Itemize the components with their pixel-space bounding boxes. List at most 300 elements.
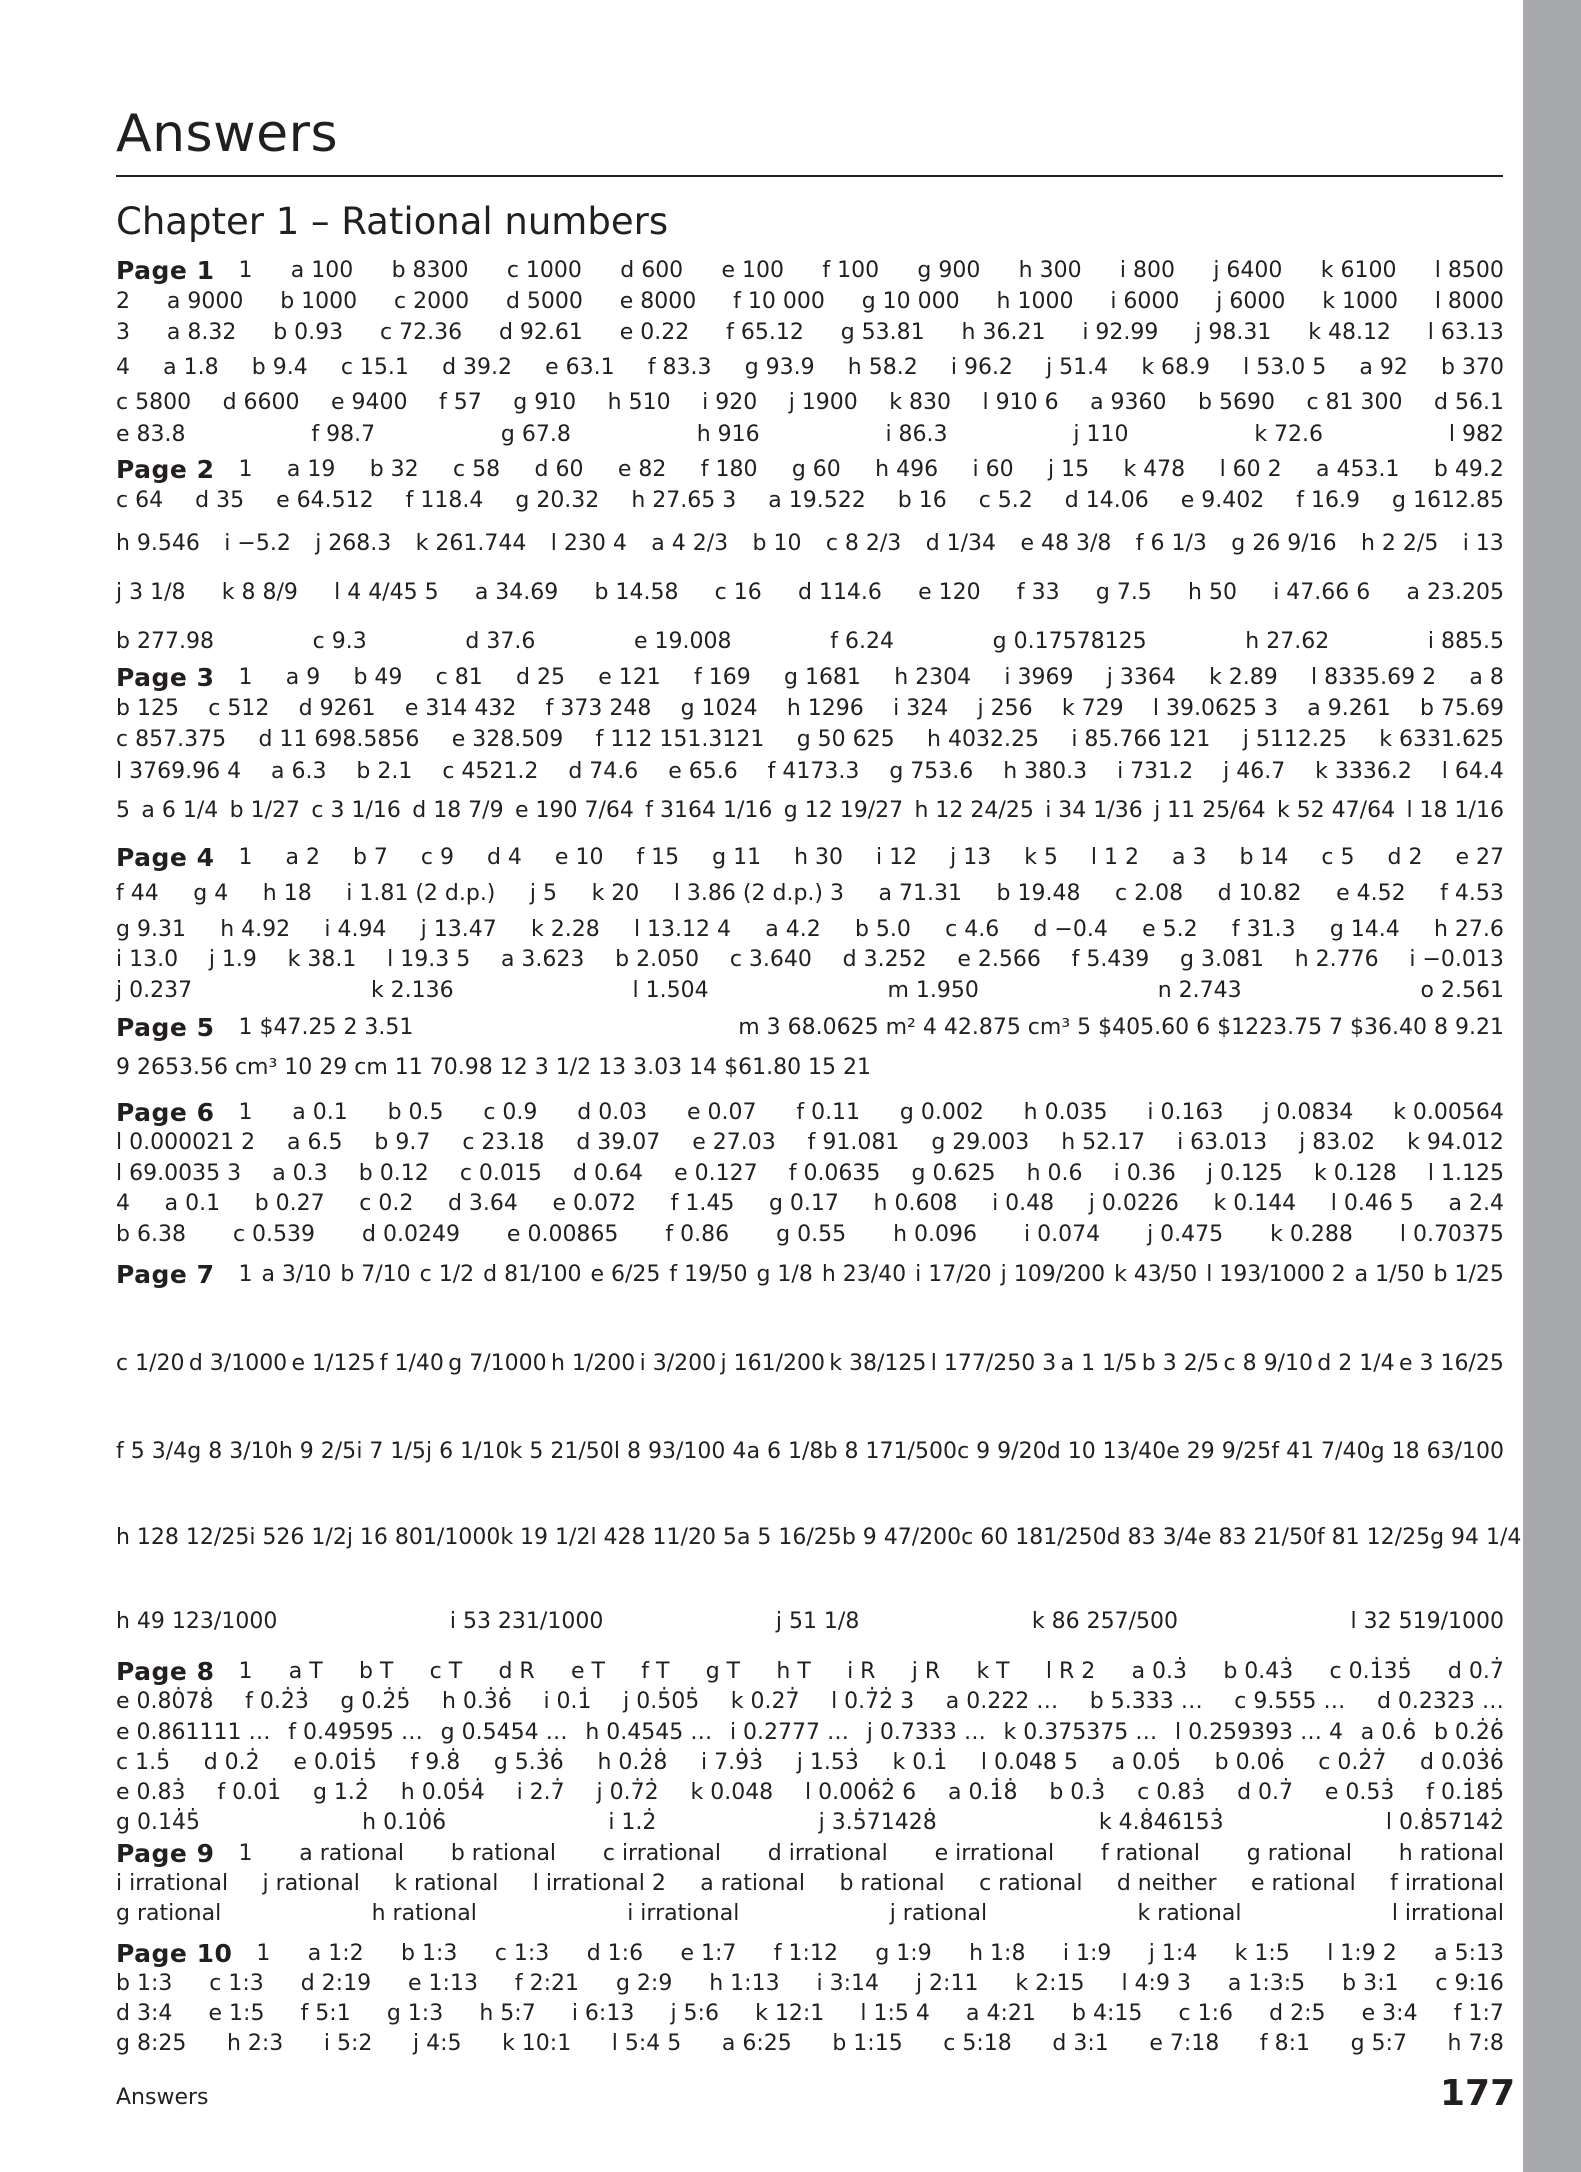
answer-item: f 0.11 [796,1100,861,1125]
answer-item: d 10 13/40 [1046,1439,1167,1464]
answer-item: e 48 3/8 [1020,531,1112,556]
answer-item: b 10 [752,531,802,556]
answer-item: i −0.013 [1409,947,1504,972]
answer-item: h 23/40 [821,1262,907,1287]
answer-item: k 5 [1024,845,1058,870]
answer-item: g 0.14̇5̇ [116,1810,200,1835]
answer-item: b 1000 [280,289,358,314]
answer-item: g rational [1246,1841,1352,1866]
answer-item: j rational [262,1871,360,1896]
answer-item: f 180 [700,457,758,482]
answer-item: c 3 1/16 [311,798,401,823]
answer-item: e 19.008 [634,629,732,654]
answer-item: f 0.01̇ [217,1780,282,1805]
answer-item: i 92.99 [1082,320,1159,345]
answer-item: d −0.4 [1033,917,1108,942]
answer-item: c 1000 [506,258,582,283]
answer-item: d 1/34 [925,531,997,556]
answer-item: l 230 4 [550,531,627,556]
answer-item: 1 [238,1100,253,1125]
answer-item: a 5 16/25 [736,1525,842,1550]
answer-item: b 0.06̇ [1214,1750,1285,1775]
answer-item: l 0.8̇57142̇ [1385,1810,1504,1835]
answer-item: g 4 [193,881,229,906]
answer-item: h 5:7 [479,2001,536,2026]
answer-item: d 2 1/4 [1317,1351,1395,1376]
answer-item: h 0.3̇6̇ [441,1689,512,1714]
footer-label: Answers [116,2085,209,2110]
answer-item: l 53.0 5 [1243,355,1327,380]
answer-item: f T [641,1659,670,1684]
answer-item: a 3/10 [261,1262,332,1287]
answer-item: i 1.81 (2 d.p.) [346,881,496,906]
answer-item: l 32 519/1000 [1350,1609,1504,1634]
answer-item: m 3 68.0625 m² 4 42.875 cm³ 5 $405.60 6 $1223.75 7 $36.40 8 9.21 [738,1015,1504,1040]
answer-item: h 0.6 [1026,1161,1083,1186]
answer-item: j 0.5̇05̇ [623,1689,700,1714]
answer-item: a 19.522 [768,488,866,513]
answer-item: c 1:3 [209,1971,264,1996]
answer-item: b 5.0 [854,917,911,942]
answer-item: d 0.7̇ [1447,1659,1504,1684]
answer-item: 1 [238,457,253,482]
answer-item: l 69.0035 3 [116,1161,242,1186]
answer-item: e 63.1 [545,355,615,380]
answer-item: c 0.83̇ [1137,1780,1206,1805]
answer-item: j 4:5 [412,2031,462,2056]
answer-item: h 36.21 [961,320,1046,345]
answer-item: h 30 [794,845,844,870]
answer-item: k T [976,1659,1010,1684]
answer-item: j 0.7333 … [866,1720,986,1745]
answer-item: f rational [1100,1841,1200,1866]
answer-item: h 300 [1018,258,1082,283]
answer-item: c 60 181/250 [961,1525,1107,1550]
answer-line [116,881,1504,907]
document-title: Answers [116,104,339,164]
answer-item: c 0.2̇7̇ [1318,1750,1387,1775]
answer-item: c 0.1̇35̇ [1329,1659,1412,1684]
page-section-label: Page 8 [116,1657,215,1686]
answer-item: j 46.7 [1223,759,1286,784]
answer-item: g 5.3̇6̇ [493,1750,564,1775]
answer-item: h 1296 [786,696,864,721]
answer-item: c 5:18 [943,2031,1012,2056]
answer-item: a 0.1̇8̇ [947,1780,1018,1805]
answer-item: a 0.1 [164,1191,221,1216]
answer-item: g 93.9 [744,355,815,380]
answer-item: a 9.261 [1307,696,1391,721]
answer-item: d 9261 [298,696,376,721]
answer-text [238,258,1504,284]
answer-item: d 3/1000 [188,1351,288,1376]
answer-item: d 11 698.5856 [258,727,420,752]
answer-item: 1 [238,845,253,870]
answer-item: b 0.43̇ [1223,1659,1294,1684]
answer-item: d 114.6 [797,580,882,605]
page-section-label: Page 2 [116,455,215,484]
answer-item: b 9 47/200 [841,1525,962,1550]
answer-item: a 92 [1359,355,1408,380]
answer-item: k rational [1137,1901,1242,1926]
answer-item: l irrational 2 [532,1871,666,1896]
answer-item: c 16 [714,580,762,605]
answer-item: b 1/25 [1433,1262,1504,1287]
answer-item: i 3/200 [639,1351,717,1376]
answer-item: a 23.205 [1406,580,1504,605]
answer-item: d 56.1 [1434,390,1504,415]
answer-line [116,422,1504,448]
answer-item: d 0.0249 [362,1222,460,1247]
page-section-label: Page 10 [116,1939,233,1968]
answer-item: i 0.163 [1147,1100,1224,1125]
answer-item: h 0.608 [873,1191,958,1216]
answer-item: g 8 3/10 [187,1439,279,1464]
answer-item: e 1/125 [291,1351,376,1376]
answer-item: c 5800 [116,390,192,415]
answer-item: d 37.6 [465,629,536,654]
answer-item: e 1:13 [408,1971,478,1996]
answer-item: f 81 12/25 [1316,1525,1431,1550]
answer-item: e 8000 [619,289,697,314]
chapter-heading: Chapter 1 – Rational numbers [116,200,669,243]
answer-item: d 39.2 [442,355,513,380]
answer-item: g 0.55 [776,1222,847,1247]
answer-item: 1 [238,1659,253,1684]
answer-item: k 68.9 [1141,355,1211,380]
answer-text [238,457,1504,483]
answer-line [116,665,1504,691]
answer-item: k 0.288 [1270,1222,1353,1247]
answer-line [116,289,1504,315]
answer-item: h 4.92 [220,917,291,942]
answer-item: e 1:7 [680,1941,737,1966]
answer-line [116,1191,1504,1217]
answer-item: b 8300 [391,258,469,283]
answer-item: c 8 2/3 [825,531,902,556]
answer-line [116,1100,1504,1126]
answer-item: f 0.1̇85̇ [1426,1780,1504,1805]
answer-item: d irrational [767,1841,888,1866]
answer-item: h 0.10̇6̇ [362,1810,447,1835]
answer-item: l 63.13 [1427,320,1504,345]
answer-item: b 370 [1441,355,1504,380]
answer-item: f 1:7 [1453,2001,1504,2026]
answer-item: l 8500 [1434,258,1504,283]
answer-item: l irrational [1391,1901,1504,1926]
answer-line [116,1245,1504,1305]
answer-item: i 0.1̇ [543,1689,592,1714]
answer-text [256,1941,1504,1967]
answer-item: f 8:1 [1259,2031,1310,2056]
answer-item: h 1/200 [550,1351,636,1376]
answer-item: a 1.8 [163,355,219,380]
answer-item: b 1:3 [401,1941,458,1966]
answer-item: b 7/10 [340,1262,411,1287]
answer-item: b 14.58 [594,580,679,605]
answer-item: e 328.509 [451,727,564,752]
answer-line [116,1810,1504,1836]
answer-item: i 0.2777 … [729,1720,850,1745]
answer-line [116,845,1504,871]
answer-item: l 39.0625 3 [1152,696,1278,721]
answer-item: 4 [116,355,130,380]
answer-item: c 2.08 [1115,881,1184,906]
answer-item: h 1:8 [969,1941,1026,1966]
answer-item: a 1:3:5 [1227,1971,1306,1996]
answer-item: h 58.2 [847,355,918,380]
answer-item: j 256 [977,696,1033,721]
answer-item: j 6400 [1213,258,1283,283]
answer-item: k 1000 [1322,289,1398,314]
answer-item: k 2.136 [370,978,454,1003]
answer-item: a rational [299,1841,405,1866]
answer-item: b rational [839,1871,945,1896]
answer-item: d 81/100 [483,1262,582,1287]
answer-item: d 2:5 [1269,2001,1326,2026]
answer-item: 1 [238,665,253,690]
answer-item: f 4173.3 [767,759,860,784]
answer-item: c 4521.2 [442,759,539,784]
answer-item: d 2 [1387,845,1423,870]
answer-item: i 34 1/36 [1045,798,1143,823]
answer-item: 9 2653.56 cm³ 10 29 cm 11 70.98 12 3 1/2 13 3.03 14 $61.80 15 21 [116,1055,872,1080]
answer-item: c irrational [602,1841,721,1866]
answer-line [116,947,1504,973]
answer-item: 5 [116,798,130,823]
answer-item: h 27.65 3 [631,488,737,513]
answer-item: a 0.222 … [945,1689,1059,1714]
answer-text [238,1015,1504,1041]
answer-item: k 6100 [1320,258,1397,283]
answer-item: f 31.3 [1231,917,1296,942]
answer-item: i 1:9 [1062,1941,1112,1966]
answer-item: i irrational [116,1871,229,1896]
answer-item: k 0.375375 … [1003,1720,1158,1745]
answer-item: k 38.1 [287,947,357,972]
answer-item: e 9400 [331,390,408,415]
answer-item: j 11 25/64 [1154,798,1266,823]
answer-item: k 86 257/500 [1031,1609,1178,1634]
answer-item: j 161/200 [720,1351,825,1376]
answer-item: d 0.7̇ [1237,1780,1294,1805]
answer-item: f 9.8̇ [410,1750,461,1775]
answer-line [116,1015,1504,1041]
answer-item: c 23.18 [462,1130,545,1155]
answer-item: m 1.950 [887,978,979,1003]
answer-item: k 52 47/64 [1276,798,1396,823]
answer-item: h 0.4545 … [585,1720,713,1745]
answer-item: c 64 [116,488,164,513]
answer-item: h 27.6 [1434,917,1504,942]
answer-item: f 91.081 [807,1130,900,1155]
answer-item: g 12 19/27 [783,798,904,823]
answer-item: b 277.98 [116,629,214,654]
answer-item: g 1612.85 [1392,488,1504,513]
answer-item: h 2304 [894,665,972,690]
answer-item: a 6.5 [287,1130,343,1155]
answer-item: l 1:9 2 [1327,1941,1397,1966]
answer-item: e 82 [617,457,667,482]
answer-item: j R [911,1659,941,1684]
answer-item: b 0.2̇6̇ [1433,1720,1504,1745]
answer-item: j 0.237 [116,978,193,1003]
answer-item: k 0.128 [1314,1161,1397,1186]
answer-item: l 13.12 4 [633,917,732,942]
answer-item: f 112 151.3121 [595,727,765,752]
answer-item: i 47.66 6 [1273,580,1371,605]
answer-item: k 0.1̇ [892,1750,948,1775]
answer-item: b 16 [897,488,947,513]
answer-item: d 74.6 [568,759,639,784]
answer-item: b 49.2 [1433,457,1504,482]
answer-item: i 1.2̇ [608,1810,657,1835]
answer-item: i 96.2 [950,355,1013,380]
answer-item: e 0.07 [687,1100,757,1125]
answer-item: e 2.566 [957,947,1041,972]
answer-item: d 0.2323 … [1376,1689,1504,1714]
answer-item: b 75.69 [1420,696,1504,721]
answer-item: g 9.31 [116,917,186,942]
answer-item: k 830 [889,390,951,415]
answer-item: l 18 1/16 [1406,798,1504,823]
answer-item: f 41 7/40 [1271,1439,1371,1464]
answer-item: a 19 [286,457,336,482]
answer-item: g 18 63/100 [1370,1439,1504,1464]
answer-item: o 2.561 [1420,978,1504,1003]
answer-item: g 900 [917,258,981,283]
answer-item: c 1:3 [494,1941,550,1966]
answer-item: j 1.9 [208,947,257,972]
answer-item: n 2.743 [1157,978,1242,1003]
answer-item: d 4 [486,845,522,870]
answer-item: j 6000 [1216,289,1286,314]
answer-item: i 0.48 [992,1191,1055,1216]
answer-line [116,1901,1504,1927]
answer-item: j 268.3 [315,531,392,556]
answer-item: e 0.00865 [506,1222,619,1247]
answer-item: g 7.5 [1095,580,1152,605]
answer-item: k 43/50 [1114,1262,1198,1287]
answer-item: c 3.640 [729,947,812,972]
answer-item: f 65.12 [726,320,804,345]
answer-item: a 0.6̇ [1360,1720,1417,1745]
answer-line [116,563,1504,623]
answer-item: e 0.072 [552,1191,637,1216]
answer-item: a 9360 [1090,390,1167,415]
answer-item: c 1/2 [419,1262,475,1287]
answer-item: g 753.6 [889,759,974,784]
answer-item: f 118.4 [405,488,484,513]
answer-item: i 6000 [1110,289,1180,314]
answer-item: l 0.000021 2 [116,1130,256,1155]
answer-item: h 510 [607,390,671,415]
answer-item: l 0.46 5 [1330,1191,1414,1216]
answer-item: i 53 231/1000 [449,1609,604,1634]
answer-item: e 83 21/50 [1198,1525,1317,1550]
answer-item: f 169 [694,665,751,690]
answer-item: k 0.144 [1213,1191,1297,1216]
answer-item: l 982 [1448,422,1504,447]
answer-item: k 2.28 [531,917,600,942]
answer-item: a 4:21 [966,2001,1036,2026]
answer-item: g 1:3 [386,2001,444,2026]
answer-item: d neither [1116,1871,1217,1896]
page-section-label: Page 4 [116,843,215,872]
answer-line [116,2031,1504,2057]
answer-item: h 1000 [996,289,1074,314]
answer-item: b 0.12 [358,1161,429,1186]
answer-item: f 1:12 [773,1941,838,1966]
answer-line [116,1780,1504,1806]
answer-item: c 857.375 [116,727,227,752]
answer-line [116,390,1504,416]
answer-item: f 0.49595 … [288,1720,423,1745]
answer-item: c 9 9/20 [957,1439,1047,1464]
answer-item: j 98.31 [1195,320,1272,345]
answer-item: f 0.0635 [788,1161,881,1186]
answer-item: g rational [116,1901,222,1926]
answer-item: e 29 9/25 [1166,1439,1272,1464]
answer-text [238,665,1504,691]
answer-item: g 11 [712,845,762,870]
answer-item: c 1:6 [1178,2001,1234,2026]
page-edge-band [1523,0,1581,2172]
answer-item: i 60 [972,457,1014,482]
answer-item: g 29.003 [931,1130,1030,1155]
answer-item: f 5:1 [300,2001,351,2026]
answer-item: l 64.4 [1441,759,1504,784]
answer-line [116,1130,1504,1156]
answer-item: k 10:1 [502,2031,572,2056]
page-section-label: Page 6 [116,1098,215,1127]
answer-item: i 324 [893,696,949,721]
answer-item: l 19.3 5 [387,947,471,972]
answer-item: c 15.1 [340,355,409,380]
answer-item: f 2:21 [514,1971,580,1996]
answer-item: l 193/1000 2 [1206,1262,1346,1287]
answer-item: h 128 12/25 [116,1525,250,1550]
answer-item: e 1:5 [208,2001,265,2026]
answer-item: e 0.83̇ [116,1780,186,1805]
answer-item: f 6 1/3 [1135,531,1207,556]
answer-item: g 910 [513,390,577,415]
answer-item: j 5112.25 [1242,727,1347,752]
answer-item: b T [358,1659,394,1684]
answer-line [116,781,1504,841]
answer-item: i 526 1/2 [249,1525,347,1550]
answer-item: a 4 2/3 [651,531,729,556]
answer-item: e 0.127 [674,1161,758,1186]
answer-item: j 15 [1047,457,1090,482]
answer-item: f 10 000 [733,289,825,314]
answer-item: c 4.6 [945,917,1000,942]
answer-item: b 0.93 [273,320,344,345]
answer-item: a 100 [290,258,354,283]
answer-line [116,1841,1504,1867]
answer-item: h 2.776 [1294,947,1379,972]
answer-item: l R 2 [1045,1659,1096,1684]
answer-item: d 0.64 [573,1161,643,1186]
answer-item: j 3.5̇71428̇ [818,1810,937,1835]
answer-item: f 0.86 [665,1222,730,1247]
answer-line [116,2001,1504,2027]
answer-item: k 20 [591,881,640,906]
answer-line [116,1871,1504,1897]
answer-item: e 9.402 [1180,488,1265,513]
answer-item: b 14 [1239,845,1289,870]
answer-item: i 17/20 [915,1262,992,1287]
